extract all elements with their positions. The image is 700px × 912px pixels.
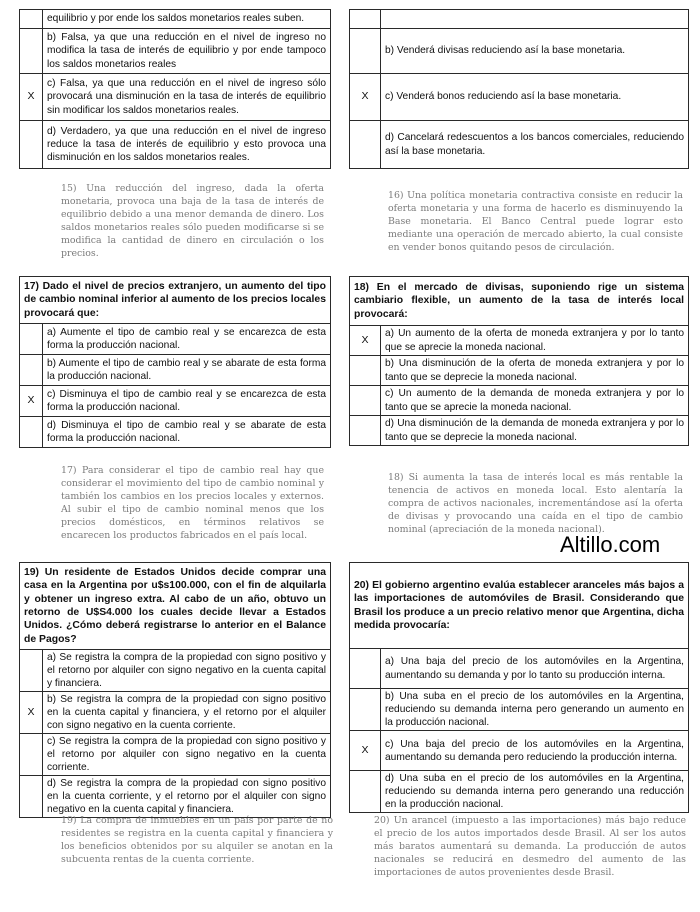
answer-mark [20, 734, 43, 776]
answer-mark [350, 416, 381, 446]
option-text [381, 10, 689, 29]
question-19-table [19, 562, 331, 818]
option-row [350, 416, 689, 446]
option-text: b) Una suba en el precio de los automóviles en la Argentina, reduciendo su demanda interna pero generando un aumento en la producción nacional. [381, 689, 689, 731]
question-text: 19) Un residente de Estados Unidos decide comprar una casa en la Argentina por u$s100.000, con el fin de alquilarla y obtener un ingreso extra. Al cabo de un año, obtuvo un retorno de U$S4.000 los cuales decide llevar a Estados Unidos. ¿Cómo deberá registrarse lo anterior en el Balance de Pagos? [20, 563, 331, 650]
altillo-logo: Altillo.com [560, 532, 661, 557]
answer-mark [350, 649, 381, 689]
option-text: a) Un aumento de la oferta de moneda extranjera y por lo tanto que se aprecie la moneda nacional. [381, 326, 689, 356]
answer-mark [20, 323, 43, 354]
option-row [350, 121, 689, 169]
answer-mark [20, 416, 43, 447]
answer-mark: X [20, 692, 43, 734]
question-header-row [350, 563, 689, 649]
option-row [350, 74, 689, 121]
option-text: b) Aumente el tipo de cambio real y se abarate de esta forma la producción nacional. [43, 354, 331, 385]
answer-mark [350, 771, 381, 813]
explanation-17: 17) Para considerar el tipo de cambio real hay que considerar el movimiento del tipo de cambio nominal y también los cambios en los precios locales y externos. Al subir el tipo de cambio nominal menos que los precios domésticos, en términos relativos se encarecen los productos fabricados en el país local. [61, 465, 324, 541]
answer-mark: X [350, 326, 381, 356]
answer-mark [350, 356, 381, 386]
option-row [20, 354, 331, 385]
option-text: a) Una baja del precio de los automóviles en la Argentina, aumentando su demanda y por lo tanto su producción interna. [381, 649, 689, 689]
answer-mark [350, 689, 381, 731]
option-row [20, 776, 331, 818]
option-row [350, 326, 689, 356]
option-row [350, 731, 689, 771]
option-text: c) Disminuya el tipo de cambio real y se encarezca de esta forma la producción nacional. [43, 385, 331, 416]
option-text: b) Una disminución de la oferta de moneda extranjera y por lo tanto que se deprecie la moneda nacional. [381, 356, 689, 386]
explanation-16: 16) Una política monetaria contractiva consiste en reducir la oferta monetaria y una forma de hacerlo es disminuyendo la Base monetaria. El Banco Central puede lograr esto mediante una operación de mercado abierto, la cual consiste en vender bonos quitando pesos de circulación. [388, 190, 683, 253]
option-row [20, 323, 331, 354]
option-text: c) Un aumento de la demanda de moneda extranjera y por lo tanto que se aprecie la moneda nacional. [381, 386, 689, 416]
option-row [20, 121, 331, 169]
option-row [350, 386, 689, 416]
answer-mark: X [350, 74, 381, 121]
option-text: c) Falsa, ya que una reducción en el nivel de ingreso sólo provocará una disminución en la tasa de interés de equilibrio sin modificar los saldos monetarios reales. [43, 74, 331, 121]
option-row [350, 10, 689, 29]
option-text: d) Una suba en el precio de los automóviles en la Argentina, reduciendo su demanda interna pero generando una reducción en la producción nacional. [381, 771, 689, 813]
option-text: c) Se registra la compra de la propiedad con signo positivo y el retorno por alquiler con signo negativo en la cuenta corriente. [43, 734, 331, 776]
explanation-15: 15) Una reducción del ingreso, dada la oferta monetaria, provoca una baja de la tasa de interés de equilibrio debido a una menor demanda de dinero. Los saldos monetarios reales sólo pueden modificarse si se modifica la cantidad de dinero en circulación o los precios. [61, 183, 324, 259]
option-row [350, 649, 689, 689]
question-text: 17) Dado el nivel de precios extranjero, un aumento del tipo de cambio nominal inferior al aumento de los precios locales provocará que: [20, 277, 331, 324]
question-20-table [349, 562, 689, 813]
option-text: a) Aumente el tipo de cambio real y se encarezca de esta forma la producción nacional. [43, 323, 331, 354]
option-row [20, 649, 331, 691]
option-row [350, 771, 689, 813]
explanation-20: 20) Un arancel (impuesto a las importaciones) más bajo reduce el precio de los autos importados desde Brasil. Al ser los autos más baratos aumentará su demanda. La producción de autos nacionales se reducirá en desmedro del aumento de las importaciones de autos provenientes desde Brasil. [374, 815, 686, 878]
option-text: c) Venderá bonos reduciendo así la base monetaria. [381, 74, 689, 121]
option-row [20, 692, 331, 734]
option-row [20, 10, 331, 29]
question-header-row [20, 277, 331, 324]
option-text: equilibrio y por ende los saldos monetarios reales suben. [43, 10, 331, 29]
question-16-table [349, 9, 689, 169]
option-row [20, 74, 331, 121]
option-text: c) Una baja del precio de los automóviles en la Argentina, aumentando su demanda pero reduciendo la producción interna. [381, 731, 689, 771]
answer-mark [350, 386, 381, 416]
answer-mark [20, 776, 43, 818]
question-header-row [350, 277, 689, 326]
answer-mark: X [350, 731, 381, 771]
answer-mark [20, 649, 43, 691]
answer-mark [20, 29, 43, 74]
answer-mark [20, 354, 43, 385]
option-row [350, 29, 689, 74]
question-18-table [349, 276, 689, 446]
explanation-18: 18) Si aumenta la tasa de interés local es más rentable la tenencia de activos en moneda local. Esto alentaría la compra de activos nacionales, incrementándose así la oferta de divisas y provocando una caída en el tipo de cambio nominal (apreciación de la moneda nacional). [388, 472, 683, 535]
answer-mark: X [20, 74, 43, 121]
option-text: b) Se registra la compra de la propiedad con signo positivo en la cuenta capital y financiera, y el retorno por el alquiler con signo negativo en la cuenta corriente. [43, 692, 331, 734]
option-text: d) Una disminución de la demanda de moneda extranjera y por lo tanto que se deprecie la moneda nacional. [381, 416, 689, 446]
answer-mark [20, 10, 43, 29]
option-text: d) Verdadero, ya que una reducción en el nivel de ingreso reduce la tasa de interés de equilibrio y esto provoca una disminución en los saldos monetarios reales. [43, 121, 331, 169]
option-row [20, 385, 331, 416]
answer-mark [350, 29, 381, 74]
question-14-table [19, 9, 331, 169]
option-row [20, 29, 331, 74]
option-row [350, 356, 689, 386]
explanation-19: 19) La compra de inmuebles en un país por parte de no residentes se registra en la cuenta capital y financiera y los beneficios obtenidos por su alquiler se anotan en la subcuenta rentas de la cuenta corriente. [61, 815, 333, 865]
option-text: d) Se registra la compra de la propiedad con signo positivo en la cuenta corriente, y el retorno por el alquiler con signo negativo en la cuenta capital y financiera. [43, 776, 331, 818]
option-text: b) Venderá divisas reduciendo así la base monetaria. [381, 29, 689, 74]
answer-mark [350, 121, 381, 169]
option-row [350, 689, 689, 731]
option-row [20, 734, 331, 776]
option-text: a) Se registra la compra de la propiedad con signo positivo y el retorno por alquiler con signo negativo en la cuenta capital y financiera. [43, 649, 331, 691]
question-text: 18) En el mercado de divisas, suponiendo rige un sistema cambiario flexible, un aumento de la tasa de interés local provocará: [350, 277, 689, 326]
question-header-row [20, 563, 331, 650]
option-text: b) Falsa, ya que una reducción en el nivel de ingreso no modifica la tasa de interés de equilibrio y por ende tampoco los saldos monetarios reales [43, 29, 331, 74]
question-17-table [19, 276, 331, 448]
option-text: d) Cancelará redescuentos a los bancos comerciales, reduciendo así la base monetaria. [381, 121, 689, 169]
option-text: d) Disminuya el tipo de cambio real y se abarate de esta forma la producción nacional. [43, 416, 331, 447]
answer-mark: X [20, 385, 43, 416]
option-row [20, 416, 331, 447]
question-text: 20) El gobierno argentino evalúa establecer aranceles más bajos a las importaciones de automóviles de Brasil. Considerando que Brasil los produce a un precio relativo menor que Argentina, dicha medida provocaría: [350, 563, 689, 649]
answer-mark [350, 10, 381, 29]
answer-mark [20, 121, 43, 169]
